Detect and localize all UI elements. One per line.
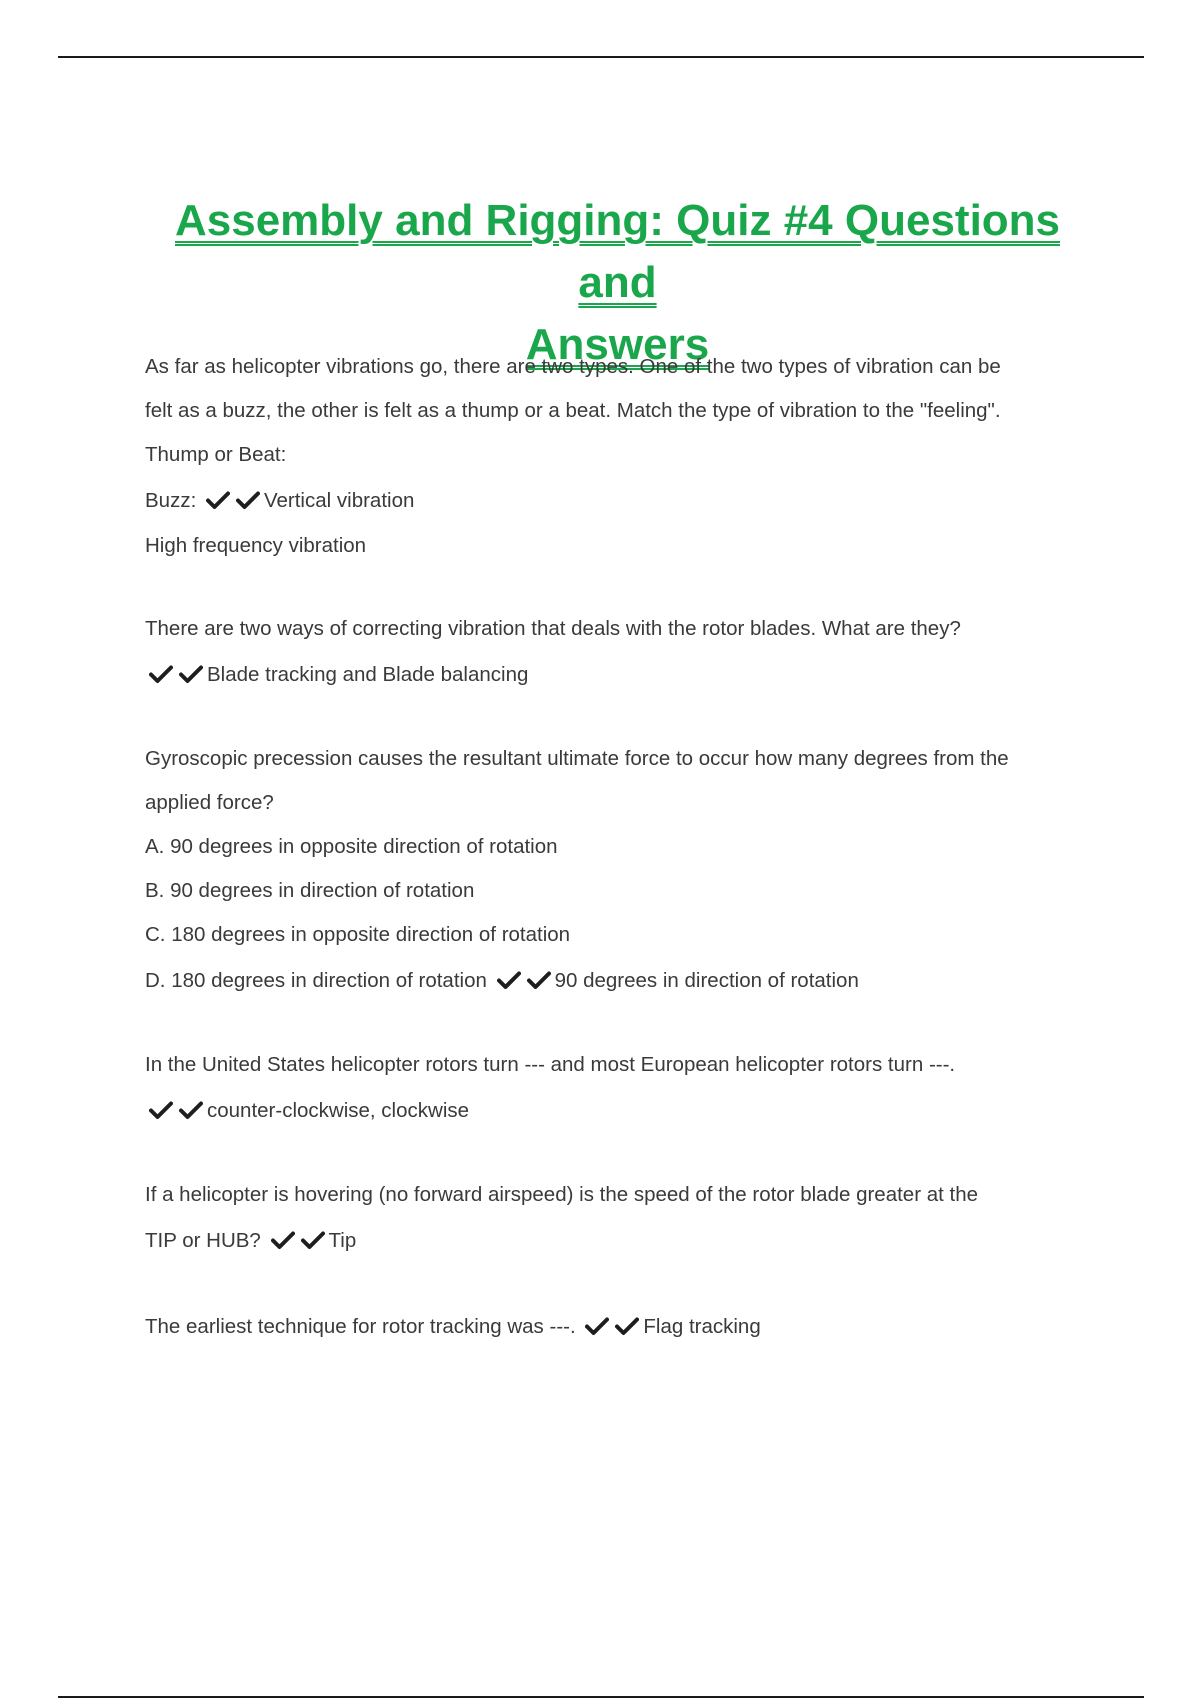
question-line: As far as helicopter vibrations go, there are two types. One of the two types of vibration can be <box>145 355 1001 378</box>
answer-text: Blade tracking and Blade balancing <box>207 663 529 686</box>
answer-text: 90 degrees in direction of rotation <box>554 969 859 992</box>
check-icon <box>149 1100 173 1120</box>
option-b: B. 90 degrees in direction of rotation <box>145 879 475 902</box>
check-icon <box>236 490 260 510</box>
qa-block-rotor-correction <box>145 607 1090 698</box>
double-check-icon <box>271 1220 327 1267</box>
check-icon <box>527 970 551 990</box>
bottom-rule <box>58 1696 1144 1698</box>
double-check-icon <box>149 654 205 701</box>
answer-text: counter-clockwise, clockwise <box>207 1099 470 1122</box>
answer-line <box>145 1217 1090 1264</box>
check-icon <box>615 1316 639 1336</box>
question-line: Thump or Beat: <box>145 443 287 466</box>
check-icon <box>206 490 230 510</box>
answer-text: Flag tracking <box>643 1315 761 1338</box>
check-icon <box>271 1230 295 1250</box>
answer-line <box>145 957 1090 1004</box>
answer-line <box>145 1087 1090 1134</box>
answer-line <box>145 1303 1090 1350</box>
qa-content <box>145 345 1090 1350</box>
spacer <box>145 1264 1090 1303</box>
question-line: Gyroscopic precession causes the resultant ultimate force to occur how many degrees from the <box>145 747 1009 770</box>
spacer <box>145 698 1090 737</box>
spacer <box>145 1134 1090 1173</box>
qa-block-gyroscopic-precession <box>145 737 1090 1004</box>
question-line: In the United States helicopter rotors turn --- and most European helicopter rotors turn ---. <box>145 1053 956 1076</box>
title-line-2: Answers <box>525 320 710 369</box>
check-icon <box>585 1316 609 1336</box>
check-icon <box>179 664 203 684</box>
answer-text: Tip <box>328 1229 357 1252</box>
answer-prefix: Buzz: <box>145 489 202 512</box>
check-icon <box>497 970 521 990</box>
double-check-icon <box>206 480 262 527</box>
double-check-icon <box>149 1090 205 1137</box>
question-tail: TIP or HUB? <box>145 1229 267 1252</box>
answer-text: Vertical vibration <box>263 489 415 512</box>
spacer <box>145 1004 1090 1043</box>
check-icon <box>179 1100 203 1120</box>
question-line: applied force? <box>145 791 274 814</box>
qa-block-vibration-types <box>145 345 1090 568</box>
answer-extra-line: High frequency vibration <box>145 534 367 557</box>
check-icon <box>301 1230 325 1250</box>
answer-line <box>145 651 1090 698</box>
qa-block-rotor-speed <box>145 1173 1090 1264</box>
option-c: C. 180 degrees in opposite direction of rotation <box>145 923 571 946</box>
double-check-icon <box>497 960 553 1007</box>
title-line-1: Assembly and Rigging: Quiz #4 Questions and <box>174 196 1061 307</box>
check-icon <box>149 664 173 684</box>
option-a: A. 90 degrees in opposite direction of rotation <box>145 835 558 858</box>
question-text: The earliest technique for rotor tracking was ---. <box>145 1315 582 1338</box>
double-check-icon <box>585 1306 641 1353</box>
question-line: felt as a buzz, the other is felt as a thump or a beat. Match the type of vibration to the "feeling". <box>145 399 1001 422</box>
question-line: There are two ways of correcting vibration that deals with the rotor blades. What are they? <box>145 617 961 640</box>
spacer <box>145 568 1090 607</box>
option-d: D. 180 degrees in direction of rotation <box>145 969 493 992</box>
answer-line <box>145 477 1090 524</box>
qa-block-rotor-tracking <box>145 1303 1090 1350</box>
top-rule <box>58 56 1144 58</box>
question-line: If a helicopter is hovering (no forward airspeed) is the speed of the rotor blade greater at the <box>145 1183 979 1206</box>
qa-block-rotor-direction <box>145 1043 1090 1134</box>
